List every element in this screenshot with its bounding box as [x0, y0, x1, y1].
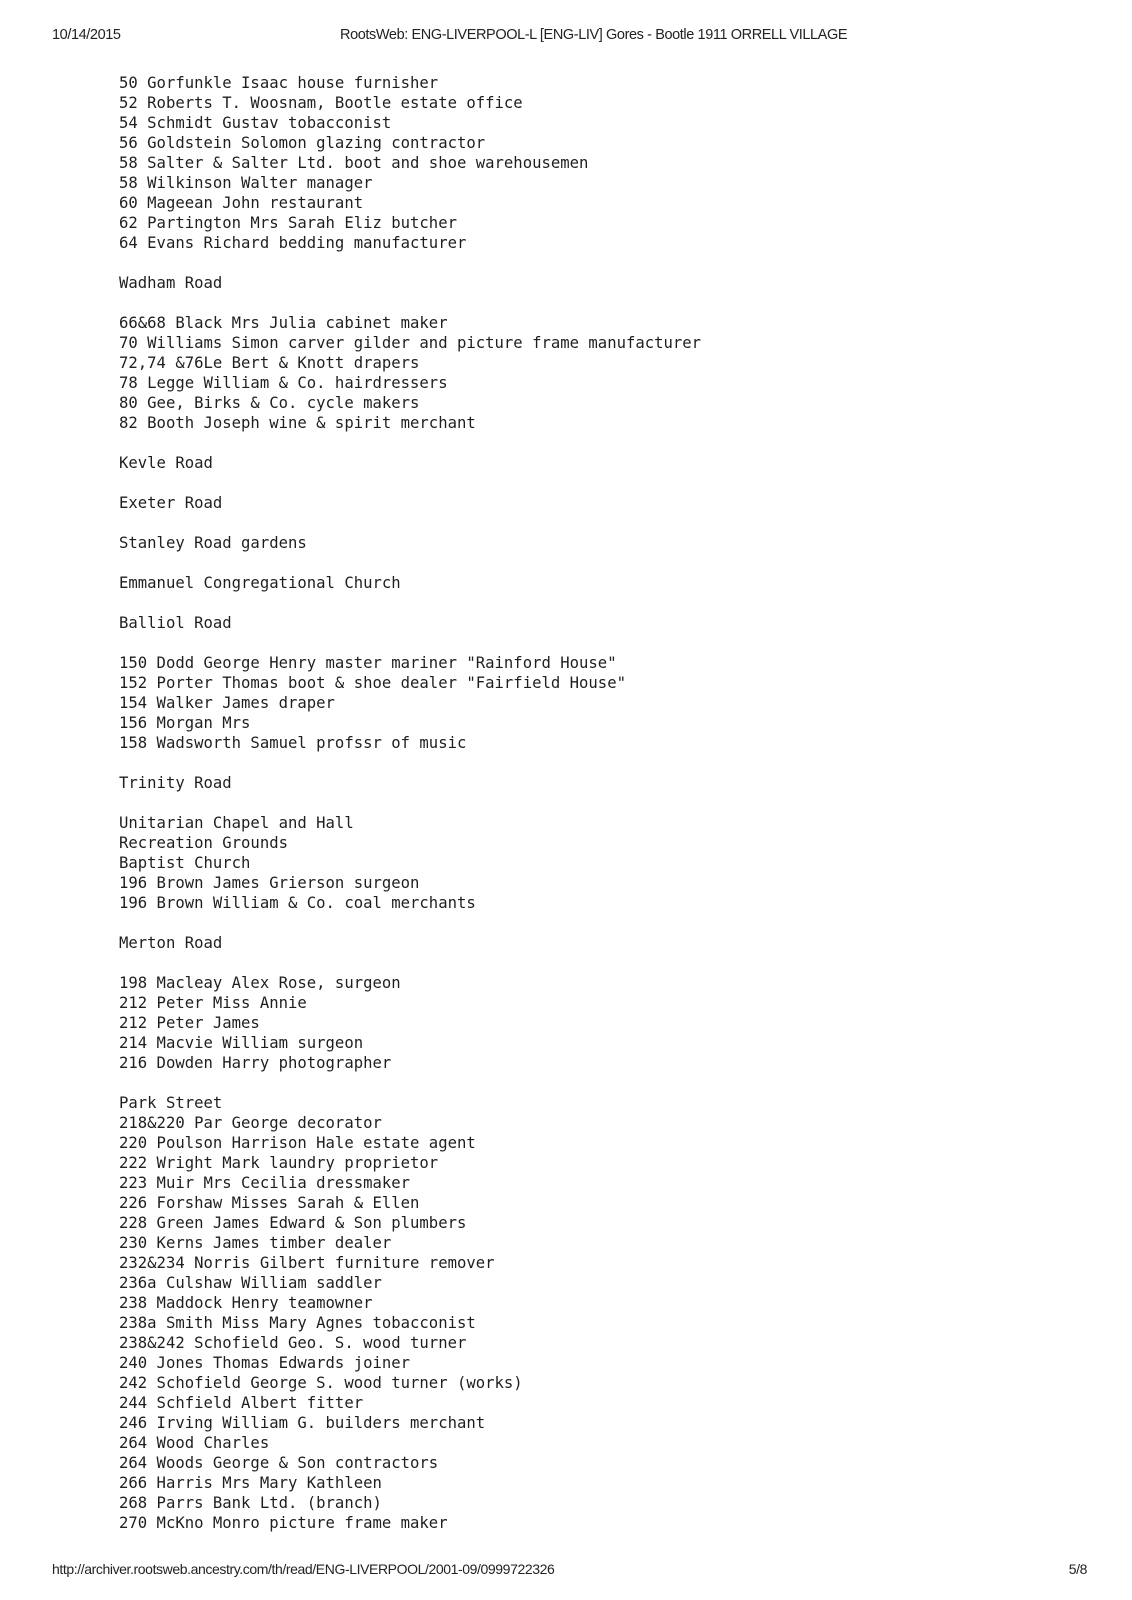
- directory-entry: 78 Legge William & Co. hairdressers: [119, 374, 448, 392]
- section-heading: Park Street: [119, 1094, 223, 1112]
- directory-entry: 62 Partington Mrs Sarah Eliz butcher: [119, 214, 457, 232]
- directory-entry: 58 Salter & Salter Ltd. boot and shoe warehousemen: [119, 154, 589, 172]
- section-heading: Baptist Church: [119, 854, 251, 872]
- directory-entry: 196 Brown James Grierson surgeon: [119, 874, 420, 892]
- directory-entry: 212 Peter James: [119, 1014, 260, 1032]
- directory-entry: 82 Booth Joseph wine & spirit merchant: [119, 414, 476, 432]
- blank-line: [119, 953, 1079, 973]
- source-url: http://archiver.rootsweb.ancestry.com/th/read/ENG-LIVERPOOL/2001-09/0999722326: [52, 1561, 555, 1577]
- directory-entry: 52 Roberts T. Woosnam, Bootle estate office: [119, 94, 523, 112]
- directory-entry: 238 Maddock Henry teamowner: [119, 1294, 373, 1312]
- print-date: 10/14/2015: [52, 27, 121, 43]
- section-heading: Kevle Road: [119, 454, 213, 472]
- blank-line: [119, 553, 1079, 573]
- blank-line: [119, 473, 1079, 493]
- directory-entry: 158 Wadsworth Samuel profssr of music: [119, 734, 467, 752]
- directory-entry: 264 Woods George & Son contractors: [119, 1454, 439, 1472]
- directory-entry: 220 Poulson Harrison Hale estate agent: [119, 1134, 476, 1152]
- directory-entry: 230 Kerns James timber dealer: [119, 1234, 392, 1252]
- directory-entry: 244 Schfield Albert fitter: [119, 1394, 364, 1412]
- directory-entry: 236a Culshaw William saddler: [119, 1274, 382, 1292]
- directory-entry: 64 Evans Richard bedding manufacturer: [119, 234, 467, 252]
- directory-entry: 242 Schofield George S. wood turner (works): [119, 1374, 523, 1392]
- directory-entry: 232&234 Norris Gilbert furniture remover: [119, 1254, 495, 1272]
- section-heading: Trinity Road: [119, 774, 232, 792]
- blank-line: [119, 1073, 1079, 1093]
- directory-entry: 150 Dodd George Henry master mariner "Rainford House": [119, 654, 617, 672]
- directory-entry: 72,74 &76Le Bert & Knott drapers: [119, 354, 420, 372]
- section-heading: Recreation Grounds: [119, 834, 288, 852]
- directory-entry: 80 Gee, Birks & Co. cycle makers: [119, 394, 420, 412]
- directory-entry: 154 Walker James draper: [119, 694, 335, 712]
- section-heading: Unitarian Chapel and Hall: [119, 814, 354, 832]
- directory-entry: 156 Morgan Mrs: [119, 714, 251, 732]
- directory-entry: 268 Parrs Bank Ltd. (branch): [119, 1494, 382, 1512]
- blank-line: [119, 253, 1079, 273]
- directory-entry: 238a Smith Miss Mary Agnes tobacconist: [119, 1314, 476, 1332]
- directory-entry: 228 Green James Edward & Son plumbers: [119, 1214, 467, 1232]
- blank-line: [119, 633, 1079, 653]
- directory-entry: 212 Peter Miss Annie: [119, 994, 307, 1012]
- section-heading: Exeter Road: [119, 494, 223, 512]
- page-number: 5/8: [1068, 1561, 1087, 1577]
- section-heading: Balliol Road: [119, 614, 232, 632]
- directory-entry: 198 Macleay Alex Rose, surgeon: [119, 974, 401, 992]
- blank-line: [119, 513, 1079, 533]
- blank-line: [119, 793, 1079, 813]
- directory-entry: 54 Schmidt Gustav tobacconist: [119, 114, 392, 132]
- section-heading: Wadham Road: [119, 274, 223, 292]
- directory-entry: 238&242 Schofield Geo. S. wood turner: [119, 1334, 467, 1352]
- page-title: RootsWeb: ENG-LIVERPOOL-L [ENG-LIV] Gores - Bootle 1911 ORRELL VILLAGE: [340, 27, 848, 43]
- directory-entry: 152 Porter Thomas boot & shoe dealer "Fairfield House": [119, 674, 626, 692]
- directory-entry: 266 Harris Mrs Mary Kathleen: [119, 1474, 382, 1492]
- directory-listing: [119, 73, 1079, 1533]
- blank-line: [119, 593, 1079, 613]
- directory-entry: 216 Dowden Harry photographer: [119, 1054, 392, 1072]
- directory-entry: 56 Goldstein Solomon glazing contractor: [119, 134, 486, 152]
- directory-entry: 196 Brown William & Co. coal merchants: [119, 894, 476, 912]
- section-heading: Merton Road: [119, 934, 223, 952]
- blank-line: [119, 753, 1079, 773]
- directory-entry: 218&220 Par George decorator: [119, 1114, 382, 1132]
- directory-entry: 60 Mageean John restaurant: [119, 194, 364, 212]
- directory-entry: 246 Irving William G. builders merchant: [119, 1414, 486, 1432]
- directory-entry: 240 Jones Thomas Edwards joiner: [119, 1354, 411, 1372]
- directory-entry: 226 Forshaw Misses Sarah & Ellen: [119, 1194, 420, 1212]
- blank-line: [119, 293, 1079, 313]
- blank-line: [119, 433, 1079, 453]
- directory-entry: 223 Muir Mrs Cecilia dressmaker: [119, 1174, 411, 1192]
- directory-entry: 264 Wood Charles: [119, 1434, 270, 1452]
- directory-entry: 270 McKno Monro picture frame maker: [119, 1514, 448, 1532]
- directory-entry: 58 Wilkinson Walter manager: [119, 174, 373, 192]
- blank-line: [119, 913, 1079, 933]
- section-heading: Emmanuel Congregational Church: [119, 574, 401, 592]
- directory-entry: 50 Gorfunkle Isaac house furnisher: [119, 74, 439, 92]
- directory-entry: 214 Macvie William surgeon: [119, 1034, 364, 1052]
- section-heading: Stanley Road gardens: [119, 534, 307, 552]
- directory-entry: 222 Wright Mark laundry proprietor: [119, 1154, 439, 1172]
- directory-entry: 66&68 Black Mrs Julia cabinet maker: [119, 314, 448, 332]
- directory-entry: 70 Williams Simon carver gilder and picture frame manufacturer: [119, 334, 702, 352]
